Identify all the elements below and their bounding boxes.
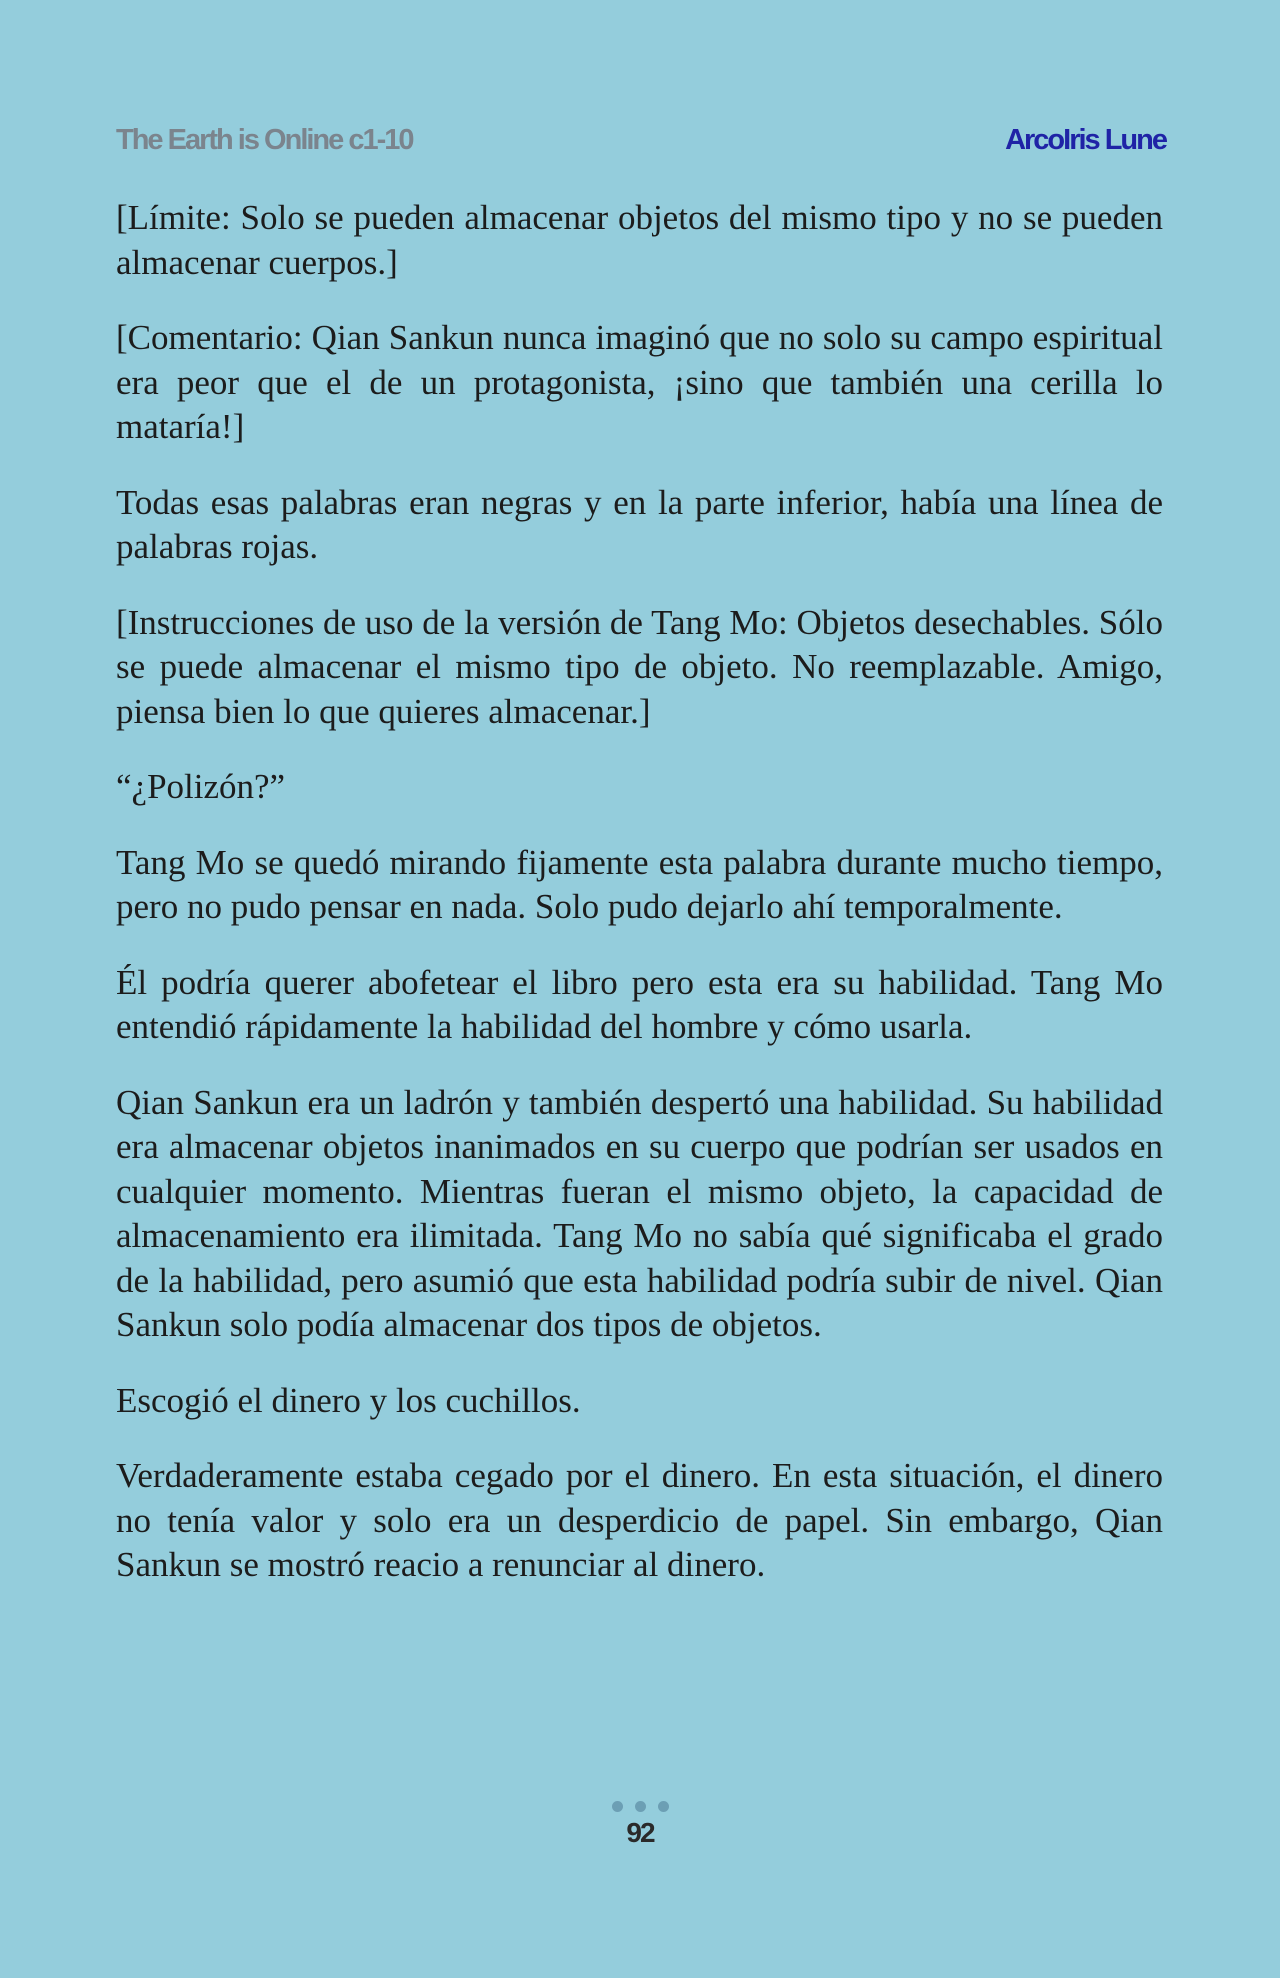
paragraph: [Límite: Solo se pueden almacenar objetos del mismo tipo y no se pueden almacenar cuerpos.] — [116, 198, 1163, 282]
page-footer — [0, 1801, 1280, 1849]
paragraph: Qian Sankun era un ladrón y también despertó una habilidad. Su habilidad era almacenar objetos inanimados en su cuerpo que podrían ser usados en cualquier momento. Mientras fueran el mismo objeto, la capacidad de almacenamiento era ilimitada. Tang Mo no sabía qué significaba el grado de la habilidad, pero asumió que esta habilidad podría subir de nivel. Qian Sankun solo podía almacenar dos tipos de objetos. — [116, 1082, 1163, 1344]
paragraph: Escogió el dinero y los cuchillos. — [116, 1380, 581, 1420]
paragraph: “¿Polizón?” — [116, 767, 286, 806]
page-number: 92 — [626, 1817, 654, 1848]
paragraph: [Instrucciones de uso de la versión de Tang Mo: Objetos desechables. Sólo se puede almacenar el mismo tipo de objeto. No reemplazable. Amigo, piensa bien lo que quieres almacenar.] — [116, 602, 1163, 731]
ornament-dot — [612, 1801, 623, 1812]
ornament-dot — [635, 1801, 646, 1812]
author-name: ArcoIris Lune — [1005, 123, 1166, 156]
book-title: The Earth is Online c1-10 — [116, 123, 413, 156]
paragraph: Tang Mo se quedó mirando fijamente esta palabra durante mucho tiempo, pero no pudo pensar en nada. Solo pudo dejarlo ahí temporalmente. — [116, 842, 1163, 926]
paragraph: [Comentario: Qian Sankun nunca imaginó que no solo su campo espiritual era peor que el de un protagonista, ¡sino que también una cerilla lo mataría!] — [116, 318, 1163, 446]
ornament-dots — [0, 1801, 1280, 1813]
paragraph: Todas esas palabras eran negras y en la parte inferior, había una línea de palabras rojas. — [116, 482, 1163, 566]
paragraph: Verdaderamente estaba cegado por el dinero. En esta situación, el dinero no tenía valor y solo era un desperdicio de papel. Sin embargo, Qian Sankun se mostró reacio a renunciar al dinero. — [116, 1456, 1163, 1584]
running-header — [116, 118, 1166, 162]
paragraph: Él podría querer abofetear el libro pero esta era su habilidad. Tang Mo entendió rápidamente la habilidad del hombre y cómo usarla. — [116, 962, 1163, 1046]
page-body — [116, 196, 1163, 1619]
ornament-dot — [658, 1801, 669, 1812]
